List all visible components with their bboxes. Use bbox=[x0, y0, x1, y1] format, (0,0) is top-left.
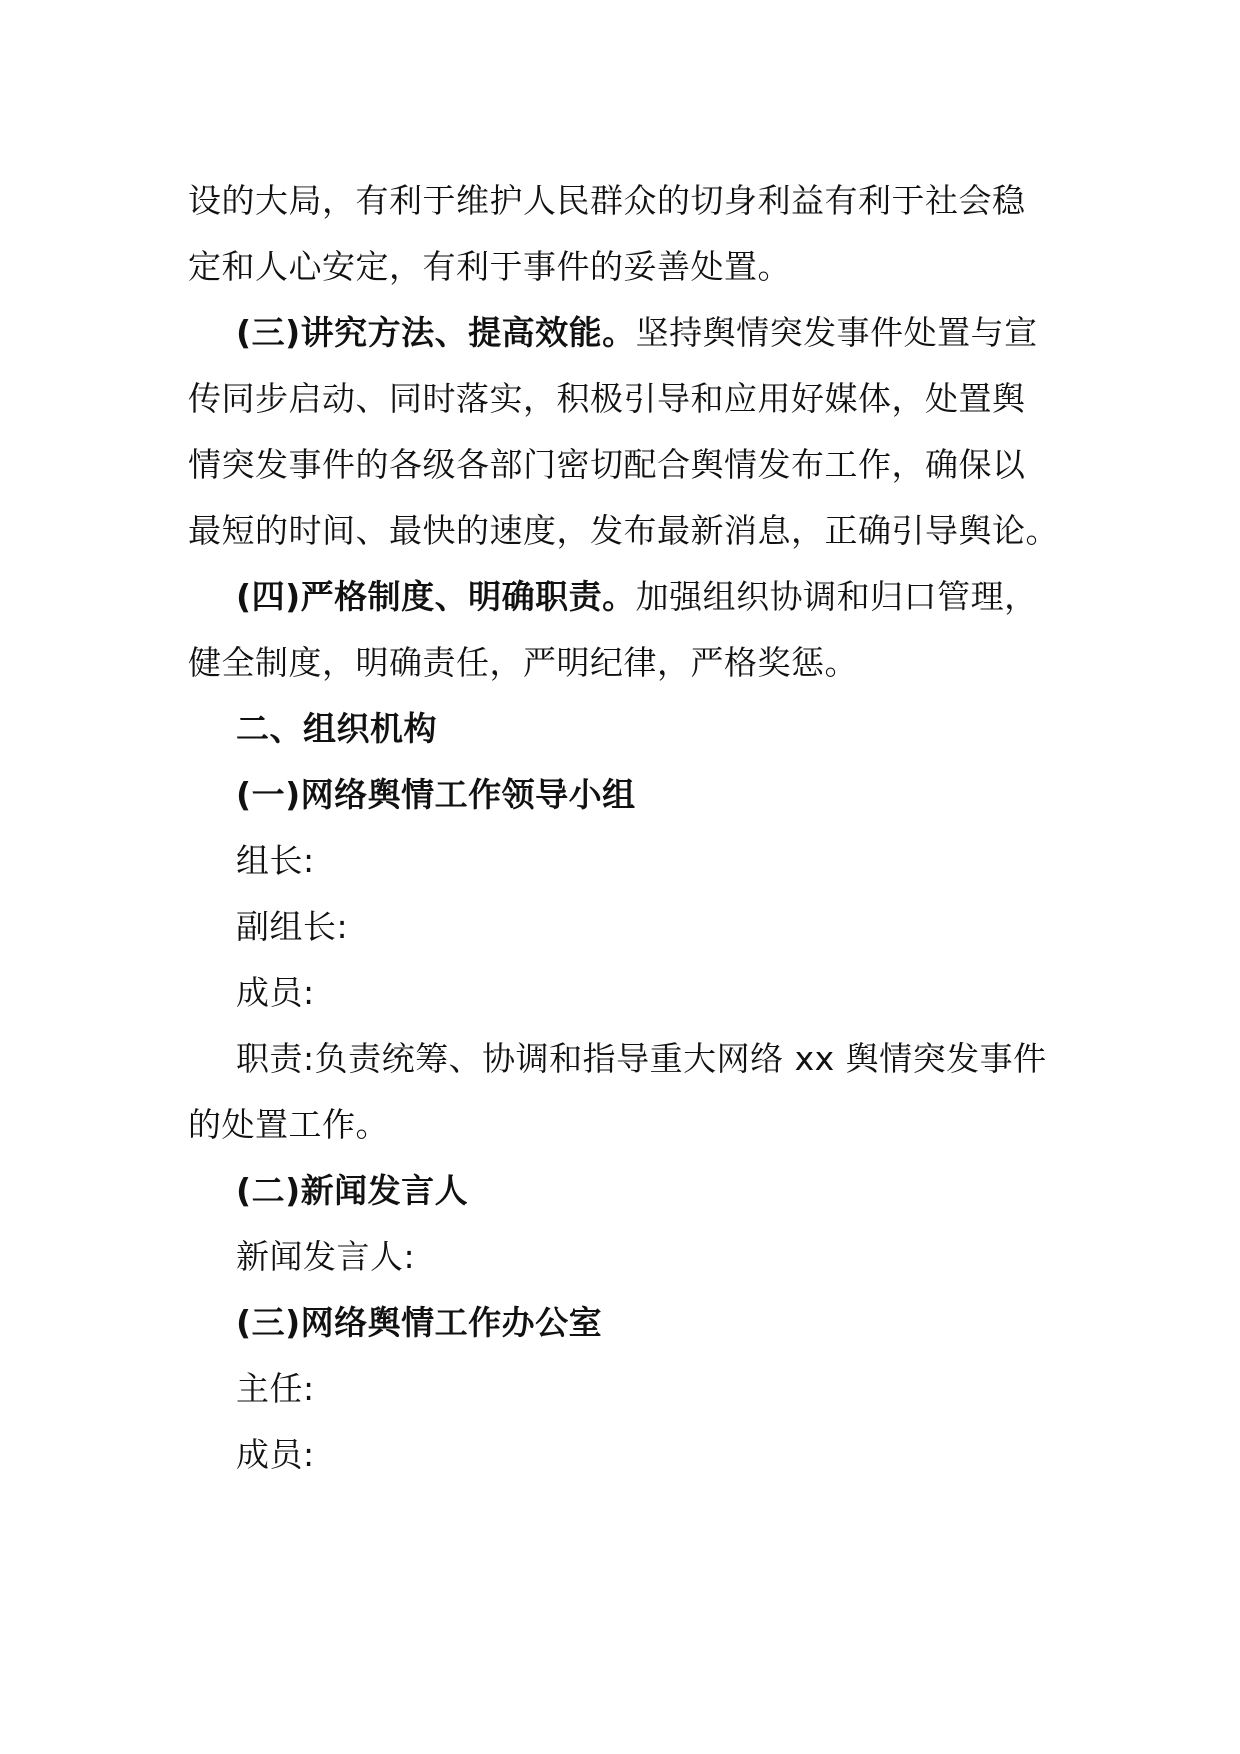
section-title: 二、组织机构 bbox=[236, 709, 437, 748]
paragraph-text: 坚持舆情突发事件处置与宣 bbox=[635, 313, 1038, 352]
paragraph-text: 加强组织协调和归口管理， bbox=[635, 577, 1038, 616]
field-deputy-leader: 副组长: bbox=[236, 907, 349, 946]
paragraph-system bbox=[188, 564, 1048, 696]
paragraph-continuation bbox=[188, 168, 1048, 300]
document-body bbox=[188, 168, 1059, 1488]
field-members: 成员: bbox=[236, 1435, 315, 1474]
field-members: 成员: bbox=[236, 973, 315, 1012]
text-line: 传同步启动、同时落实，积极引导和应用好媒体，处置舆 bbox=[188, 379, 1026, 418]
subsection-spokesperson bbox=[188, 1158, 1048, 1290]
paragraph-heading: (三)讲究方法、提高效能。 bbox=[236, 313, 636, 352]
text-line: 定和人心安定，有利于事件的妥善处置。 bbox=[188, 247, 791, 286]
subsection-office bbox=[188, 1290, 1048, 1488]
subsection-title: (三)网络舆情工作办公室 bbox=[236, 1303, 603, 1342]
field-leader: 组长: bbox=[236, 841, 315, 880]
text-line: 情突发事件的各级各部门密切配合舆情发布工作，确保以 bbox=[188, 445, 1026, 484]
text-line: 健全制度，明确责任，严明纪律，严格奖惩。 bbox=[188, 643, 858, 682]
paragraph-heading: (四)严格制度、明确职责。 bbox=[236, 577, 636, 616]
subsection-title: (一)网络舆情工作领导小组 bbox=[236, 775, 636, 814]
paragraph-methods bbox=[188, 300, 1059, 564]
duty-text-continued: 的处置工作。 bbox=[188, 1105, 389, 1144]
field-director: 主任: bbox=[236, 1369, 315, 1408]
duty-text: 职责:负责统筹、协调和指导重大网络 xx 舆情突发事件 bbox=[236, 1039, 1047, 1078]
subsection-title: (二)新闻发言人 bbox=[236, 1171, 469, 1210]
field-spokesperson: 新闻发言人: bbox=[236, 1237, 416, 1276]
text-line: 最短的时间、最快的速度，发布最新消息，正确引导舆论。 bbox=[188, 511, 1059, 550]
text-line: 设的大局，有利于维护人民群众的切身利益有利于社会稳 bbox=[188, 181, 1026, 220]
section-heading bbox=[188, 696, 1048, 762]
text-line bbox=[188, 564, 1048, 630]
text-line bbox=[188, 300, 1048, 366]
subsection-leading-group bbox=[188, 762, 1048, 1158]
